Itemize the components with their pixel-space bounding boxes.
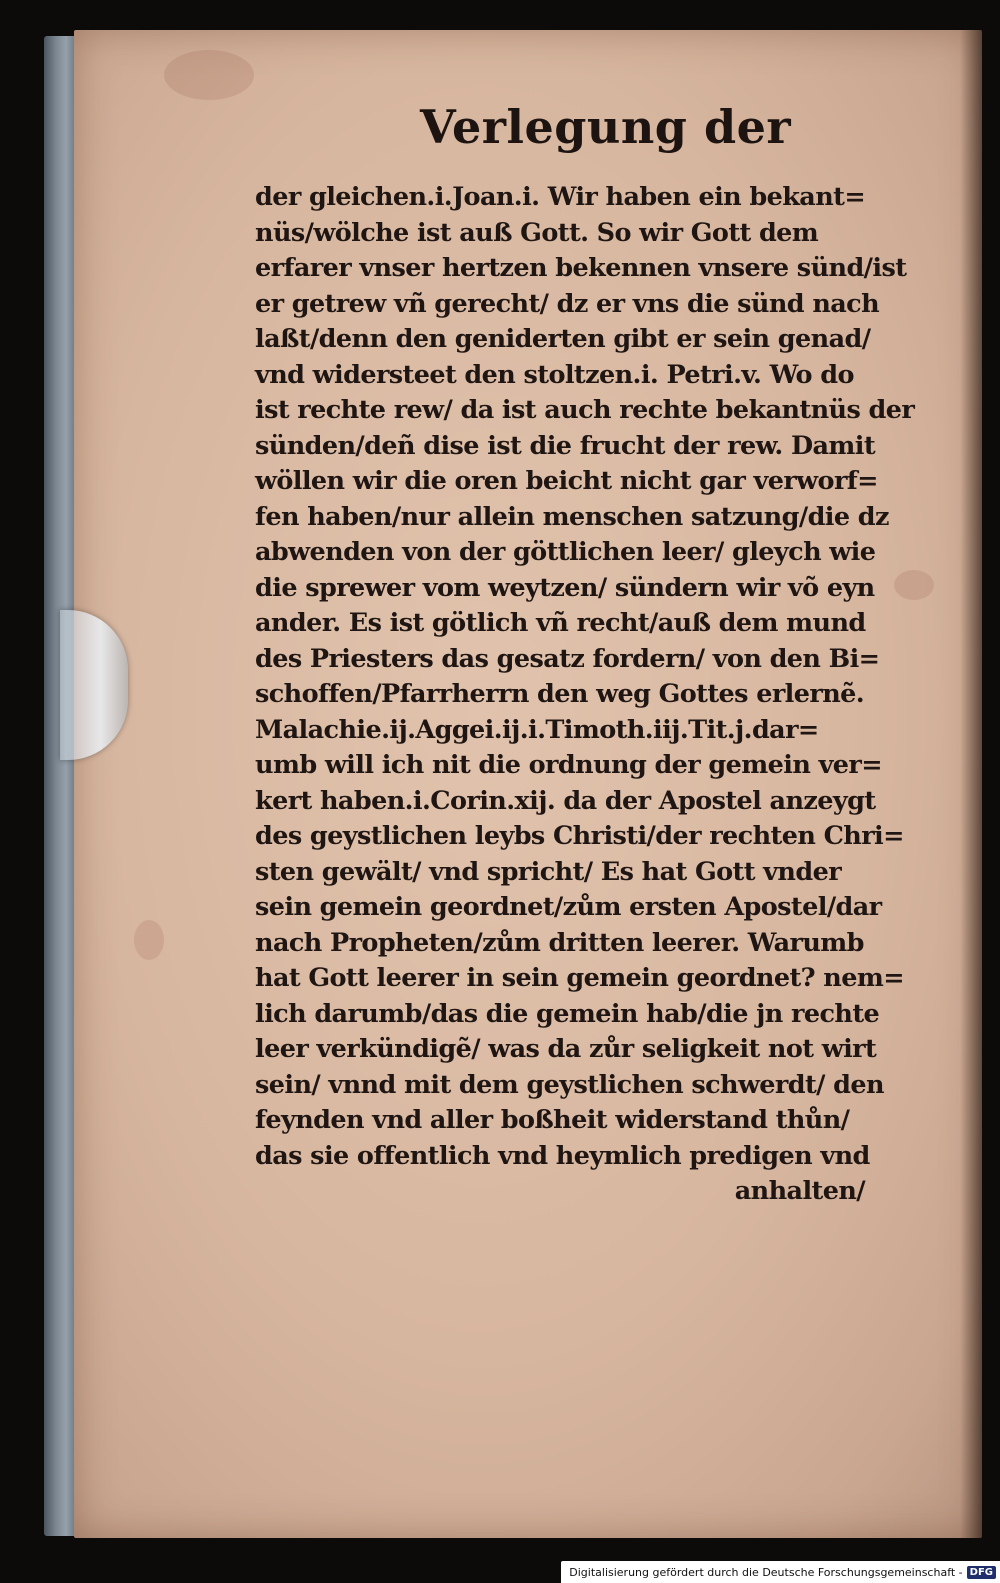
text-line: vnd widersteet den stoltzen.i. Petri.v. Wo do xyxy=(255,359,854,390)
paper-stain xyxy=(164,50,254,100)
text-line: fen haben/nur allein menschen satzung/die dz xyxy=(255,501,889,532)
text-line: sein/ vnnd mit dem geystlichen schwerdt/ den xyxy=(255,1069,884,1100)
catchword: anhalten/ xyxy=(734,1176,865,1206)
text-line: lich darumb/das die gemein hab/die jn rechte xyxy=(255,998,880,1029)
paper-stain xyxy=(134,920,164,960)
text-line: schoffen/Pfarrherrn den weg Gottes erlernẽ. xyxy=(255,679,865,709)
paper-stain xyxy=(894,570,934,600)
text-line: des Priesters das gesatz fordern/ von den Bi= xyxy=(255,643,880,674)
text-line: abwenden von der göttlichen leer/ gleych wie xyxy=(255,537,876,567)
digitization-credit-bar xyxy=(561,1561,1000,1583)
text-line: laßt/denn den geniderten gibt er sein genad/ xyxy=(255,324,871,354)
text-line: sünden/deñ dise ist die frucht der rew. Damit xyxy=(255,430,876,461)
text-line: die sprewer vom weytzen/ sündern wir võ eyn xyxy=(255,572,875,603)
text-line: nach Propheten/zům dritten leerer. Warumb xyxy=(255,927,864,958)
text-line: hat Gott leerer in sein gemein geordnet? nem= xyxy=(255,963,904,993)
text-line: ander. Es ist götlich vñ recht/auß dem mund xyxy=(255,608,866,638)
text-line: leer verkündigẽ/ was da zůr seligkeit not wirt xyxy=(255,1034,877,1064)
text-line: erfarer vnser hertzen bekennen vnsere sünd/ist xyxy=(255,253,907,283)
text-line: kert haben.i.Corin.xij. da der Apostel anzeygt xyxy=(255,785,876,816)
text-line: der gleichen.i.Joan.i. Wir haben ein bekant= xyxy=(255,182,866,212)
funding-credit: Digitalisierung gefördert durch die Deutsche Forschungsgemeinschaft - xyxy=(569,1565,963,1579)
body-text xyxy=(255,180,915,1210)
text-line: er getrew vñ gerecht/ dz er vns die sünd nach xyxy=(255,288,880,319)
text-line: des geystlichen leybs Christi/der rechten Chri= xyxy=(255,821,904,851)
dfg-logo: DFG xyxy=(967,1566,996,1579)
running-head: Verlegung der xyxy=(420,100,792,154)
page-edge-shadow xyxy=(960,30,982,1538)
text-line: sein gemein geordnet/zům ersten Apostel/dar xyxy=(255,892,882,922)
text-line: Malachie.ij.Aggei.ij.i.Timoth.iij.Tit.j.dar= xyxy=(255,714,819,745)
text-line: umb will ich nit die ordnung der gemein ver= xyxy=(255,750,883,780)
text-line: ist rechte rew/ da ist auch rechte bekantnüs der xyxy=(255,395,915,425)
text-line: wöllen wir die oren beicht nicht gar verworf= xyxy=(255,466,878,496)
text-line: feynden vnd aller boßheit widerstand thůn/ xyxy=(255,1105,850,1135)
text-line: nüs/wölche ist auß Gott. So wir Gott dem xyxy=(255,217,819,248)
text-line: das sie offentlich vnd heymlich predigen vnd xyxy=(255,1140,870,1171)
text-line: sten gewält/ vnd spricht/ Es hat Gott vnder xyxy=(255,856,842,887)
